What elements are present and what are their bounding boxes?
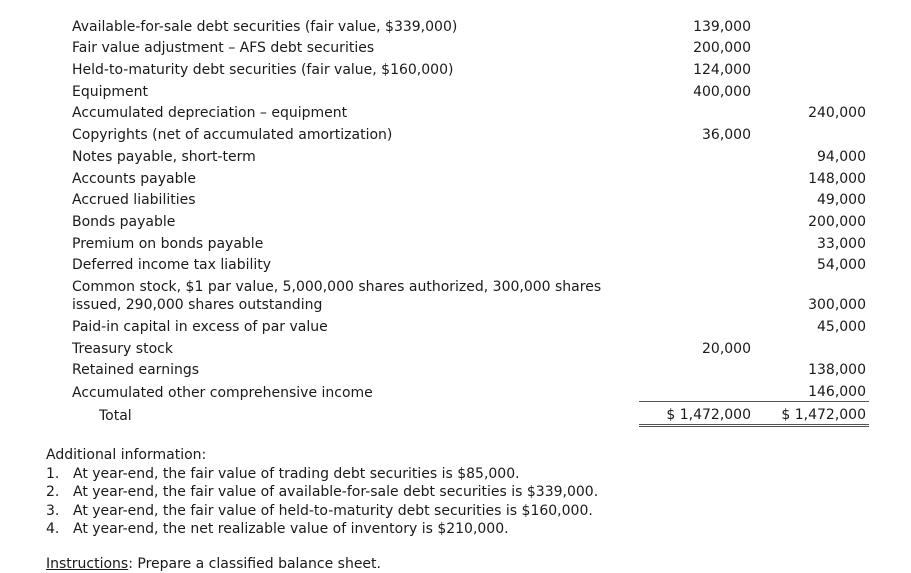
debit-amount: 400,000: [693, 83, 751, 100]
credit-amount: 49,000: [817, 192, 866, 209]
table-row: [72, 122, 869, 144]
total-debit: $ 1,472,000: [639, 402, 754, 426]
table-row: [72, 253, 869, 275]
table-row: [72, 57, 869, 79]
list-item-text: At year-end, the net realizable value of inventory is $210,000.: [73, 521, 509, 537]
credit-amount: [754, 36, 869, 58]
account-name: Equipment: [72, 83, 148, 100]
credit-amount: [754, 336, 869, 358]
additional-information-heading: Additional information:: [46, 447, 207, 463]
account-name: Fair value adjustment – AFS debt securities: [72, 40, 375, 57]
credit-amount: 138,000: [808, 362, 866, 379]
account-name: Deferred income tax liability: [72, 257, 272, 274]
table-row: [72, 231, 869, 253]
account-name: Copyrights (net of accumulated amortization): [72, 127, 393, 144]
table-row: [72, 144, 869, 166]
account-name: Premium on bonds payable: [72, 235, 264, 252]
debit-amount: [639, 231, 754, 253]
credit-amount: [754, 79, 869, 101]
total-credit: $ 1,472,000: [754, 402, 869, 426]
account-name: Paid-in capital in excess of par value: [72, 318, 328, 335]
debit-amount: 20,000: [702, 340, 751, 357]
table-row: [72, 314, 869, 336]
debit-amount: [639, 101, 754, 123]
credit-amount: 33,000: [817, 235, 866, 252]
total-row: [72, 402, 869, 426]
debit-amount: [639, 209, 754, 231]
account-name: Notes payable, short-term: [72, 148, 256, 165]
list-item-text: At year-end, the fair value of trading debt securities is $85,000.: [73, 465, 520, 482]
list-item-number: 2.: [46, 484, 60, 500]
credit-amount: 148,000: [808, 170, 866, 187]
debit-amount: [639, 188, 754, 210]
trial-balance-table: [72, 14, 869, 427]
total-label: Total: [99, 408, 132, 425]
instructions-label: Instructions: [46, 556, 129, 572]
debit-amount: [639, 274, 754, 314]
table-row: [72, 101, 869, 123]
account-name: Treasury stock: [72, 340, 173, 357]
debit-amount: 200,000: [693, 40, 751, 57]
list-item: [46, 465, 598, 484]
list-item: [46, 520, 598, 539]
credit-amount: 146,000: [754, 379, 869, 401]
table-row: [72, 336, 869, 358]
instructions: [46, 555, 381, 573]
account-name: Retained earnings: [72, 362, 200, 379]
table-row: [72, 379, 869, 401]
list-item-text: At year-end, the fair value of held-to-maturity debt securities is $160,000.: [73, 502, 593, 519]
table-row: [72, 166, 869, 188]
account-name: Held-to-maturity debt securities (fair value, $160,000): [72, 62, 454, 79]
account-name: Common stock, $1 par value, 5,000,000 shares authorized, 300,000 shares issued, 290,000 shares outstanding: [72, 279, 602, 314]
debit-amount: [639, 358, 754, 380]
debit-amount: 124,000: [693, 62, 751, 79]
account-name: Accrued liabilities: [72, 192, 196, 209]
table-row: [72, 274, 869, 314]
credit-amount: [754, 57, 869, 79]
table-row: [72, 36, 869, 58]
credit-amount: 54,000: [817, 257, 866, 274]
list-item-number: 1.: [46, 465, 60, 482]
debit-amount: [639, 379, 754, 401]
account-name: Available-for-sale debt securities (fair value, $339,000): [72, 18, 458, 35]
additional-information-list: [46, 465, 598, 539]
list-item-number: 4.: [46, 521, 60, 537]
list-item-text: At year-end, the fair value of available-for-sale debt securities is $339,000.: [73, 484, 599, 500]
table-row: [72, 209, 869, 231]
credit-amount: 94,000: [817, 148, 866, 165]
account-name: Accounts payable: [72, 170, 196, 187]
credit-amount: 200,000: [808, 213, 866, 230]
account-name: Bonds payable: [72, 213, 176, 230]
list-item: [46, 483, 598, 502]
table-row: [72, 14, 869, 36]
list-item-number: 3.: [46, 502, 60, 519]
account-name: Accumulated other comprehensive income: [72, 384, 373, 401]
credit-amount: [754, 122, 869, 144]
debit-amount: [639, 144, 754, 166]
list-item: [46, 502, 598, 521]
additional-information: [46, 446, 598, 539]
account-name: Accumulated depreciation – equipment: [72, 105, 348, 122]
credit-amount: 300,000: [808, 297, 866, 314]
debit-amount: 36,000: [702, 127, 751, 144]
credit-amount: 240,000: [808, 105, 866, 122]
debit-amount: [639, 314, 754, 336]
debit-amount: [639, 166, 754, 188]
debit-amount: [639, 253, 754, 275]
debit-amount: 139,000: [693, 18, 751, 35]
table-row: [72, 79, 869, 101]
table-row: [72, 358, 869, 380]
credit-amount: 45,000: [817, 318, 866, 335]
instructions-text: : Prepare a classified balance sheet.: [128, 556, 381, 572]
table-row: [72, 188, 869, 210]
credit-amount: [754, 14, 869, 36]
